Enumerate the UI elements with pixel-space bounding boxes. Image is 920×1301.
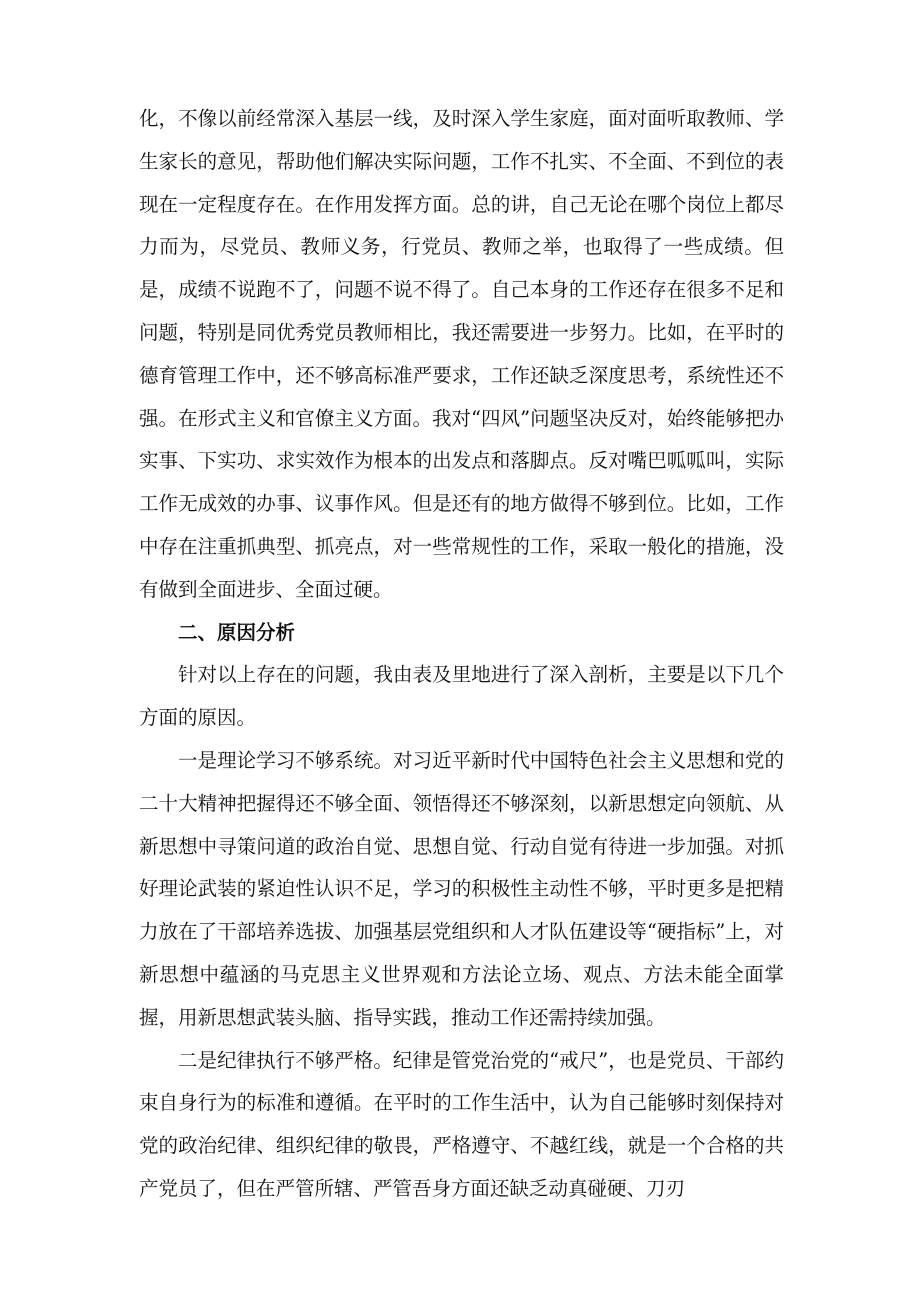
paragraph-reason-one: 一是理论学习不够系统。对习近平新时代中国特色社会主义思想和党的二十大精神把握得还不够全面、领悟得还不够深刻，以新思想定向领航、从新思想中寻策问道的政治自觉、思想自觉、行动自觉有待进一步加强。对抓好理论武装的紧迫性认识不足，学习的积极性主动性不够，平时更多是把精力放在了干部培养选拔、加强基层党组织和人才队伍建设等“硬指标”上，对新思想中蕴涵的马克思主义世界观和方法论立场、观点、方法未能全面掌握，用新思想武装头脑、指导实践，推动工作还需持续加强。 xyxy=(139,748,784,1029)
document-body xyxy=(139,98,784,1211)
paragraph-intro: 针对以上存在的问题，我由表及里地进行了深入剖析，主要是以下几个方面的原因。 xyxy=(139,663,784,730)
paragraph-reason-two: 二是纪律执行不够严格。纪律是管党治党的“戒尺”，也是党员、干部约束自身行为的标准和遵循。在平时的工作生活中，认为自己能够时刻保持对党的政治纪律、组织纪律的敬畏，严格遵守、不越红线，就是一个合格的共产党员了，但在严管所辖、严管吾身方面还缺乏动真碰硬、刀刃 xyxy=(139,1048,784,1200)
section-heading: 二、原因分析 xyxy=(178,620,296,644)
paragraph-continuation: 化，不像以前经常深入基层一线，及时深入学生家庭，面对面听取教师、学生家长的意见，帮助他们解决实际问题，工作不扎实、不全面、不到位的表现在一定程度存在。在作用发挥方面。总的讲，自己无论在哪个岗位上都尽力而为，尽党员、教师义务，行党员、教师之举，也取得了一些成绩。但是，成绩不说跑不了，问题不说不得了。自己本身的工作还存在很多不足和问题，特别是同优秀党员教师相比，我还需要进一步努力。比如，在平时的德育管理工作中，还不够高标准严要求，工作还缺乏深度思考，系统性还不强。在形式主义和官僚主义方面。我对“四风”问题坚决反对，始终能够把办实事、下实功、求实效作为根本的出发点和落脚点。反对嘴巴呱呱叫，实际工作无成效的办事、议事作风。但是还有的地方做得不够到位。比如，工作中存在注重抓典型、抓亮点，对一些常规性的工作，采取一般化的措施，没有做到全面进步、全面过硬。 xyxy=(139,107,784,601)
